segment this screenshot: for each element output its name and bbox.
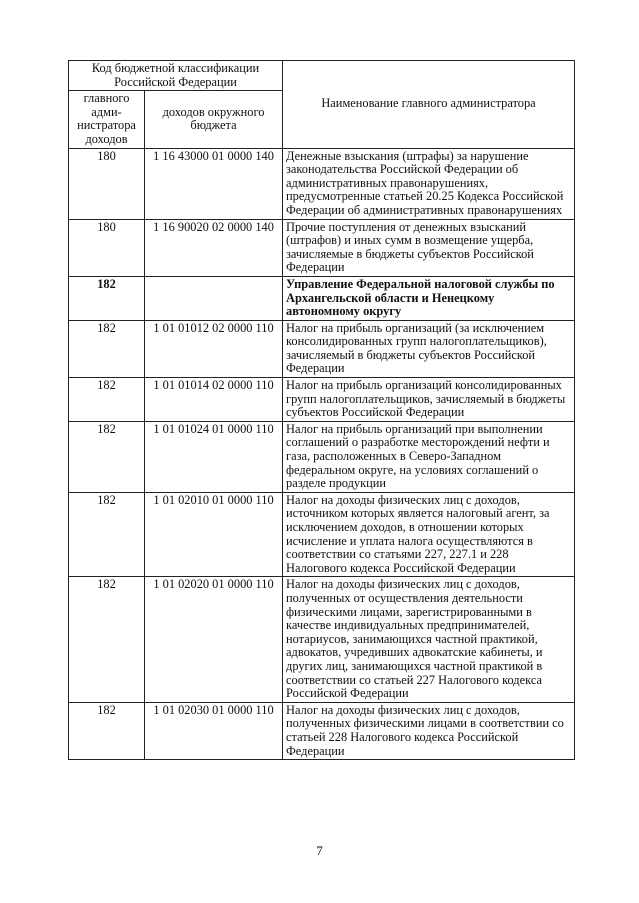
administrator-name-cell: Прочие поступления от денежных взысканий (штрафов) и иных сумм в возмещение ущерба, зачисляемые в бюджеты субъектов Российской Федерации <box>283 219 575 276</box>
budget-code-cell: 1 01 01014 02 0000 110 <box>145 378 283 422</box>
header-group-title: Код бюджетной классификации Российской Федерации <box>69 61 283 91</box>
table-row <box>69 577 575 702</box>
admin-code-cell: 182 <box>69 276 145 320</box>
admin-code-cell: 180 <box>69 219 145 276</box>
administrator-name-cell: Налог на доходы физических лиц с доходов, полученных физическими лицами в соответствии со статьей 228 Налогового кодекса Российской Федерации <box>283 702 575 759</box>
administrator-name-cell: Налог на прибыль организаций (за исключением консолидированных групп налогоплательщиков), зачисляемый в бюджеты субъектов Российской Федерации <box>283 320 575 377</box>
admin-code-cell: 180 <box>69 148 145 219</box>
table-row <box>69 378 575 422</box>
table-row <box>69 276 575 320</box>
table-header <box>69 61 575 149</box>
admin-code-cell: 182 <box>69 378 145 422</box>
budget-code-cell: 1 16 43000 01 0000 140 <box>145 148 283 219</box>
admin-code-cell: 182 <box>69 320 145 377</box>
admin-code-cell: 182 <box>69 492 145 577</box>
table-row <box>69 148 575 219</box>
table-row <box>69 320 575 377</box>
budget-code-cell: 1 01 02030 01 0000 110 <box>145 702 283 759</box>
header-code-column: доходов окружного бюджета <box>145 91 283 148</box>
table-row <box>69 492 575 577</box>
budget-code-cell: 1 16 90020 02 0000 140 <box>145 219 283 276</box>
table-body <box>69 148 575 760</box>
table-row <box>69 702 575 759</box>
administrator-name-cell: Налог на прибыль организаций при выполнении соглашений о разработке месторождений нефти и газа, расположенных в Северо-Западном федеральном округе, на условиях соглашений о разделе продукции <box>283 421 575 492</box>
header-admin-column: главного адми-нистратора доходов <box>69 91 145 148</box>
administrator-name-cell: Денежные взыскания (штрафы) за нарушение законодательства Российской Федерации об административных правонарушениях, предусмотренные статьей 20.25 Кодекса Российской Федерации об административных правонарушениях <box>283 148 575 219</box>
budget-code-cell: 1 01 02020 01 0000 110 <box>145 577 283 702</box>
budget-code-cell: 1 01 02010 01 0000 110 <box>145 492 283 577</box>
page-number: 7 <box>316 843 323 858</box>
administrator-name-cell: Налог на доходы физических лиц с доходов, полученных от осуществления деятельности физическими лицами, зарегистрированными в качестве индивидуальных предпринимателей, нотариусов, занимающихся частной практикой, адвокатов, учредивших адвокатские кабинеты, и других лиц, занимающихся частной практикой в соответствии со статьей 227 Налогового кодекса Российской Федерации <box>283 577 575 702</box>
admin-code-cell: 182 <box>69 577 145 702</box>
header-row-group <box>69 61 575 91</box>
administrator-name-cell: Налог на доходы физических лиц с доходов, источником которых является налоговый агент, за исключением доходов, в отношении которых исчисление и уплата налога осуществляются в соответствии со статьями 227, 227.1 и 228 Налогового кодекса Российской Федерации <box>283 492 575 577</box>
admin-code-cell: 182 <box>69 421 145 492</box>
administrator-name-cell: Налог на прибыль организаций консолидированных групп налогоплательщиков, зачисляемый в бюджеты субъектов Российской Федерации <box>283 378 575 422</box>
budget-code-cell <box>145 276 283 320</box>
administrator-name-cell: Управление Федеральной налоговой службы по Архангельской области и Ненецкому автономному округу <box>283 276 575 320</box>
budget-classification-table <box>68 60 575 760</box>
table-row <box>69 219 575 276</box>
budget-code-cell: 1 01 01012 02 0000 110 <box>145 320 283 377</box>
header-name-column: Наименование главного администратора <box>283 61 575 149</box>
budget-code-cell: 1 01 01024 01 0000 110 <box>145 421 283 492</box>
admin-code-cell: 182 <box>69 702 145 759</box>
table-row <box>69 421 575 492</box>
